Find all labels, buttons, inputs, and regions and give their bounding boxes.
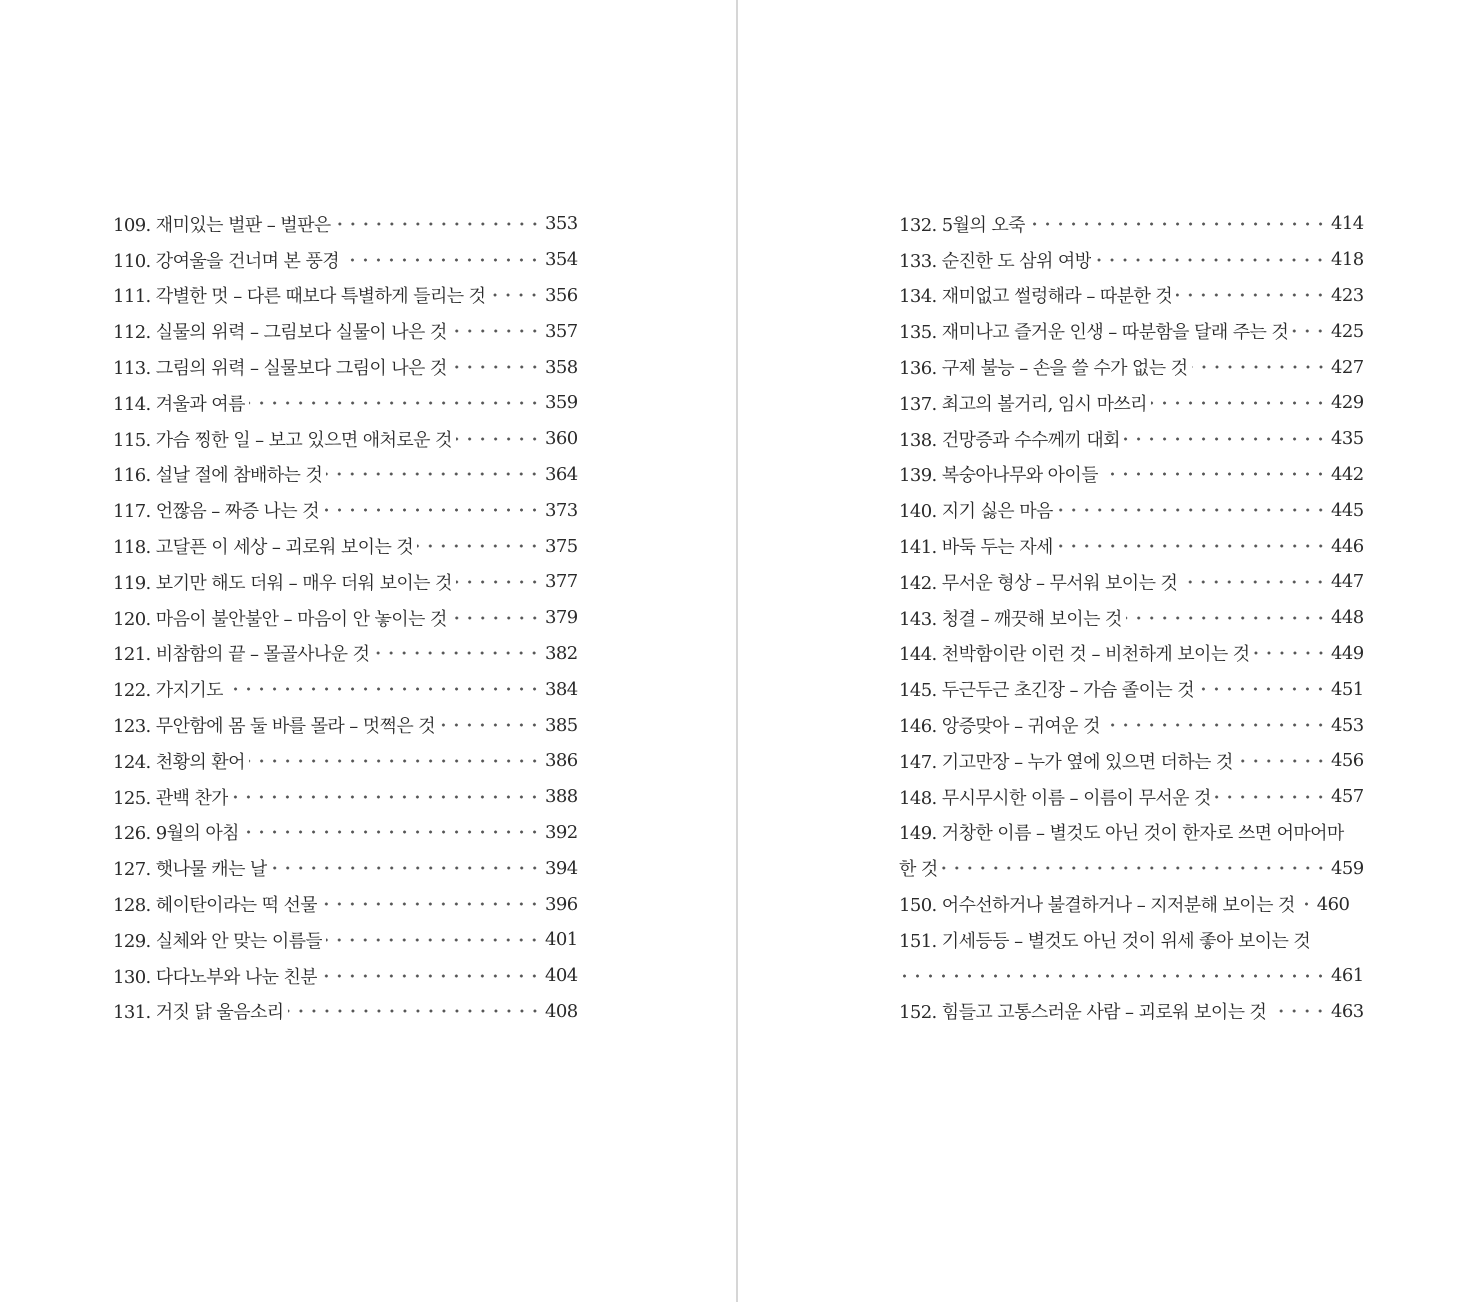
toc-entry [113,671,578,707]
toc-entry [899,457,1364,493]
leader-dots [1237,751,1327,771]
leader-dots [249,393,541,413]
leader-dots [456,572,541,592]
toc-entry [113,385,578,421]
toc-entry-title: 147. 기고만장 – 누가 옆에 있으면 더하는 것 [899,751,1233,773]
leader-dots [1029,214,1327,234]
toc-page-number: 384 [545,678,578,700]
toc-entry [899,636,1364,672]
toc-page-number: 463 [1331,1000,1364,1022]
toc-page-number: 385 [545,714,578,736]
toc-entry [899,421,1364,457]
toc-entry-title: 123. 무안함에 몸 둘 바를 몰라 – 멋쩍은 것 [113,716,436,738]
leader-dots [1181,572,1327,592]
toc-page-number: 353 [545,213,578,235]
toc-page-number: 357 [545,320,578,342]
leader-dots [1104,715,1327,735]
leader-dots [1198,679,1327,699]
toc-entry-title: 138. 건망증과 수수께끼 대회 [899,429,1120,451]
leader-dots [227,679,541,699]
toc-entry-title: 124. 천황의 환어 [113,751,245,773]
toc-entry-title: 126. 9월의 아침 [113,823,239,845]
toc-page-number: 392 [545,821,578,843]
toc-entry [113,349,578,385]
toc-page-number: 445 [1331,499,1364,521]
leader-dots [1215,787,1327,807]
toc-page-number: 459 [1331,857,1364,879]
leader-dots [1192,357,1327,377]
toc-entry [113,958,578,994]
toc-page-number: 360 [545,428,578,450]
toc-entry-title: 127. 햇나물 캐는 날 [113,859,267,881]
toc-page-number: 388 [545,786,578,808]
toc-page-number: 414 [1331,213,1364,235]
toc-list-right [899,206,1364,1029]
leader-dots [1254,643,1327,663]
leader-dots [456,429,541,449]
toc-page-number: 373 [545,499,578,521]
toc-entry [899,278,1364,314]
leader-dots [1176,285,1327,305]
toc-entry [113,242,578,278]
toc-entry-150 [899,886,1361,922]
toc-entry-title: 119. 보기만 해도 더워 – 매우 더워 보이는 것 [113,572,452,594]
toc-entry-title: 144. 천박함이란 이런 것 – 비천하게 보이는 것 [899,644,1250,666]
toc-entry [899,492,1364,528]
toc-entry-title: 134. 재미없고 썰렁해라 – 따분한 것 [899,286,1173,308]
toc-entry-title: 118. 고달픈 이 세상 – 괴로워 보이는 것 [113,537,414,559]
toc-entry [113,815,578,851]
toc-entry-title: 128. 헤이탄이라는 떡 선물 [113,895,318,917]
toc-entry [113,421,578,457]
toc-entry-title: 133. 순진한 도 삼위 여방 [899,250,1092,272]
leader-dots [373,643,541,663]
toc-entry-title: 152. 힘들고 고통스러운 사람 – 괴로워 보이는 것 [899,1002,1267,1024]
toc-entry [113,492,578,528]
leader-dots [1292,321,1327,341]
toc-entry-149-continuation [899,850,1364,886]
toc-entry-title: 117. 언짢음 – 짜증 나는 것 [113,501,319,523]
leader-dots [417,536,541,556]
toc-entry [113,922,578,958]
toc-entry [113,528,578,564]
right-page [738,0,1478,1302]
toc-entry [899,564,1364,600]
toc-entry-title: 137. 최고의 볼거리, 임시 마쓰리 [899,393,1147,415]
toc-entry-title: 141. 바둑 두는 자세 [899,537,1053,559]
toc-entry [113,779,578,815]
toc-entry-title: 132. 5월의 오죽 [899,214,1025,236]
toc-page-number: 425 [1331,320,1364,342]
toc-page-number: 379 [545,607,578,629]
toc-entry-title: 149. 거창한 이름 – 별것도 아닌 것이 한자로 쓰면 어마어마 [899,823,1344,845]
toc-page-number: 394 [545,857,578,879]
leader-dots [335,214,541,234]
leader-dots [451,608,541,628]
toc-entry-151 [899,922,1361,958]
toc-entry-title: 140. 지기 싫은 마음 [899,501,1053,523]
toc-entry [899,242,1364,278]
toc-entry-title: 111. 각별한 멋 – 다른 때보다 특별하게 들리는 것 [113,286,486,308]
toc-entry-title: 142. 무서운 형상 – 무서워 보이는 것 [899,572,1178,594]
toc-entry [113,886,578,922]
toc-entry-title: 109. 재미있는 벌판 – 벌판은 [113,214,331,236]
toc-entry [113,994,578,1030]
toc-entry [113,313,578,349]
left-page [0,0,736,1302]
toc-entry [899,779,1364,815]
toc-entry [113,707,578,743]
leader-dots [1124,429,1327,449]
toc-entry-title: 131. 거짓 닭 울음소리 [113,1002,284,1024]
toc-page-number: 396 [545,893,578,915]
leader-dots [1270,1001,1327,1021]
leader-dots [899,966,1327,986]
toc-page-number: 375 [545,535,578,557]
toc-page-number: 427 [1331,356,1364,378]
toc-entry-title: 143. 청결 – 깨끗해 보이는 것 [899,608,1122,630]
toc-page-number: 447 [1331,571,1364,593]
leader-dots [1057,500,1327,520]
toc-entry-title-continued: 한 것 [899,859,938,881]
toc-entry [113,564,578,600]
toc-entry-title: 130. 다다노부와 나눈 친분 [113,966,318,988]
toc-entry [113,457,578,493]
toc-page-number: 457 [1331,786,1364,808]
toc-entry [113,600,578,636]
toc-page-number: 354 [545,249,578,271]
leader-dots [1095,250,1327,270]
toc-page-number: 456 [1331,750,1364,772]
leader-dots [1151,393,1327,413]
leader-dots [1102,464,1327,484]
toc-entry-title: 151. 기세등등 – 별것도 아닌 것이 위세 좋아 보이는 것 [899,930,1311,952]
toc-entry [899,349,1364,385]
leader-dots [326,930,541,950]
leader-dots [321,966,541,986]
toc-entry-title: 129. 실체와 안 맞는 이름들 [113,930,323,952]
toc-page-number: 451 [1331,678,1364,700]
toc-entry [899,743,1364,779]
toc-entry-title: 145. 두근두근 초긴장 – 가슴 졸이는 것 [899,680,1195,702]
toc-entry-title: 136. 구제 불능 – 손을 쓸 수가 없는 것 [899,358,1188,380]
toc-entry-title: 139. 복숭아나무와 아이들 [899,465,1099,487]
leader-dots [323,500,541,520]
leader-dots [326,464,541,484]
leader-dots [439,715,541,735]
toc-entry-title: 122. 가지기도 [113,680,223,702]
toc-entry-title: 116. 설날 절에 참배하는 것 [113,465,323,487]
toc-entry-149 [899,815,1361,851]
leader-dots [489,285,541,305]
toc-entry-title: 148. 무시무시한 이름 – 이름이 무서운 것 [899,787,1211,809]
toc-entry-title: 125. 관백 찬가 [113,787,229,809]
toc-page-number: 429 [1331,392,1364,414]
toc-page-number: 453 [1331,714,1364,736]
leader-dots [1057,536,1327,556]
toc-page-number: 364 [545,463,578,485]
toc-page-number: 442 [1331,463,1364,485]
toc-entry [113,206,578,242]
toc-page-number: 382 [545,642,578,664]
toc-page-number: 418 [1331,249,1364,271]
toc-page-number: 401 [545,929,578,951]
toc-entry-152 [899,994,1364,1030]
leader-dots [288,1001,541,1021]
toc-page-number: 358 [545,356,578,378]
leader-dots [1299,894,1313,914]
toc-page-number: 435 [1331,428,1364,450]
toc-list-left [113,206,578,1029]
toc-entry [113,278,578,314]
toc-entry-title: 110. 강여울을 건너며 본 풍경 [113,250,340,272]
toc-entry-title: 120. 마음이 불안불안 – 마음이 안 놓이는 것 [113,608,447,630]
toc-entry [899,385,1364,421]
toc-entry-151-continuation [899,958,1364,994]
toc-entry-title: 114. 겨울과 여름 [113,393,245,415]
toc-page-number: 404 [545,965,578,987]
toc-page-number: 448 [1331,607,1364,629]
toc-page-number: 377 [545,571,578,593]
toc-page-number: 359 [545,392,578,414]
leader-dots [451,321,541,341]
toc-page-number: 446 [1331,535,1364,557]
toc-entry [899,206,1364,242]
toc-page-number: 408 [545,1000,578,1022]
toc-entry-title: 135. 재미나고 즐거운 인생 – 따분함을 달래 주는 것 [899,322,1289,344]
toc-page-number: 460 [1316,893,1350,915]
toc-page-number: 423 [1331,284,1364,306]
leader-dots [249,751,541,771]
leader-dots [321,894,541,914]
toc-page-number: 449 [1331,642,1364,664]
leader-dots [343,250,541,270]
toc-entry-title: 115. 가슴 찡한 일 – 보고 있으면 애처로운 것 [113,429,452,451]
toc-entry-title: 113. 그림의 위력 – 실물보다 그림이 나은 것 [113,358,447,380]
toc-entry [899,600,1364,636]
toc-entry [113,636,578,672]
leader-dots [243,822,541,842]
leader-dots [232,787,541,807]
leader-dots [1126,608,1327,628]
toc-entry [113,850,578,886]
toc-entry [899,528,1364,564]
leader-dots [942,858,1327,878]
toc-page-number: 356 [545,284,578,306]
toc-entry-title: 150. 어수선하거나 불결하거나 – 지저분해 보이는 것 [899,895,1295,917]
toc-entry-title: 121. 비참함의 끝 – 몰골사나운 것 [113,644,370,666]
toc-entry-title: 112. 실물의 위력 – 그림보다 실물이 나은 것 [113,322,447,344]
toc-entry-title: 146. 앙증맞아 – 귀여운 것 [899,716,1100,738]
toc-entry [899,671,1364,707]
toc-page-number: 461 [1331,965,1364,987]
toc-entry [899,707,1364,743]
leader-dots [271,858,541,878]
toc-entry [113,743,578,779]
leader-dots [451,357,541,377]
toc-page-number: 386 [545,750,578,772]
toc-entry [899,313,1364,349]
